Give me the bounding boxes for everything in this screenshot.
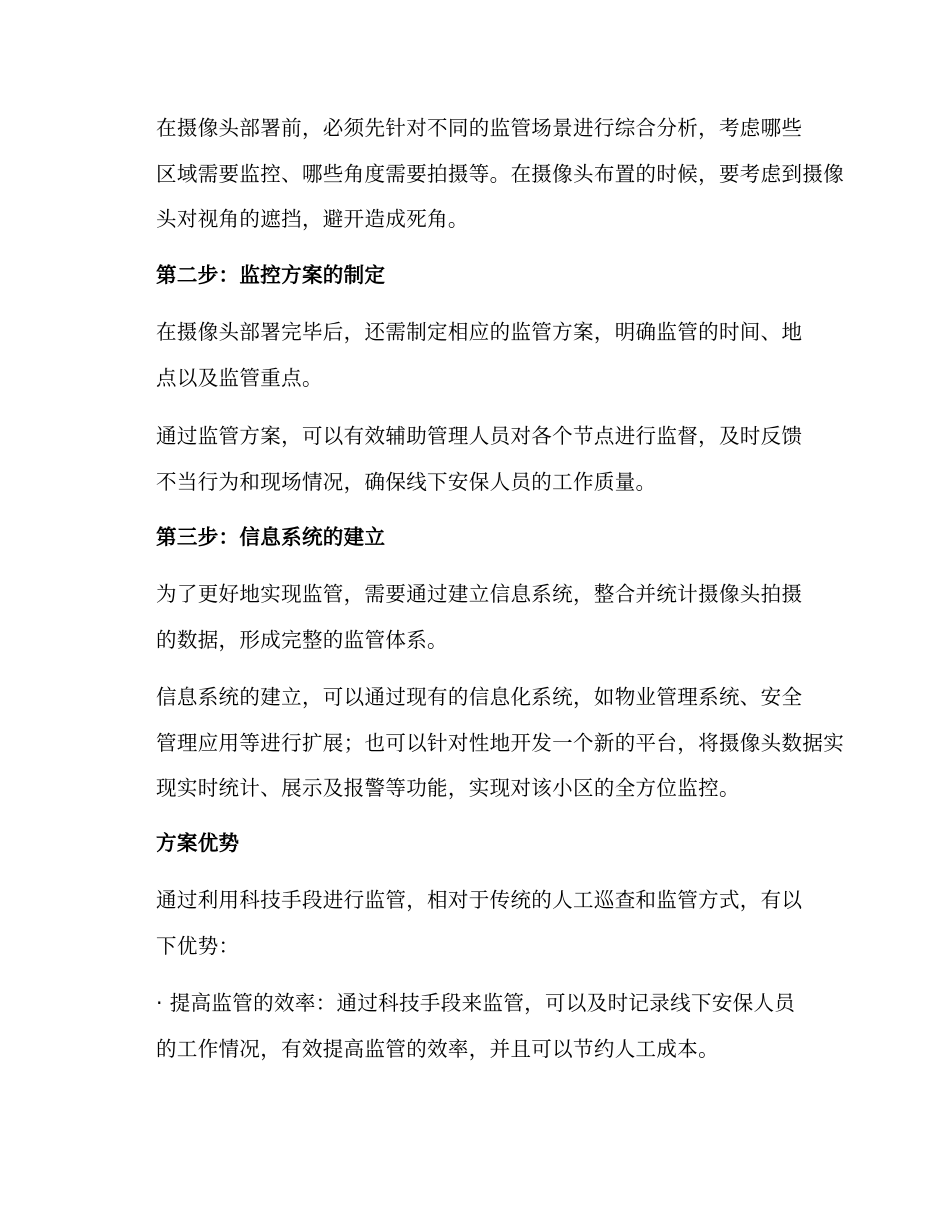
text-line: 点以及监管重点。 <box>156 365 323 390</box>
text-line: 头对视角的遮挡，避开造成死角。 <box>156 207 469 231</box>
text-line: 管理应用等进行扩展；也可以针对性地开发一个新的平台，将摄像头数据实 <box>156 730 845 755</box>
paragraph-info-system <box>112 572 832 663</box>
paragraph-monitoring-plan <box>112 310 832 401</box>
bullet-efficiency <box>112 981 832 1072</box>
text-line: 的数据，形成完整的监管体系。 <box>156 627 448 652</box>
paragraph-system-options <box>112 675 845 812</box>
text-line: 现实时统计、展示及报警等功能，实现对该小区的全方位监控。 <box>156 776 740 800</box>
heading-text: 第二步：监控方案的制定 <box>156 263 386 287</box>
heading-advantages <box>112 821 832 867</box>
heading-text: 第三步：信息系统的建立 <box>156 525 386 549</box>
text-line: 不当行为和现场情况，确保线下安保人员的工作质量。 <box>156 469 657 494</box>
paragraph-plan-benefits <box>112 414 832 505</box>
text-line: 在摄像头部署完毕后，还需制定相应的监管方案，明确监管的时间、地 <box>156 320 803 344</box>
heading-step-three <box>112 515 832 561</box>
text-line: 的工作情况，有效提高监管的效率，并且可以节约人工成本。 <box>156 1036 719 1061</box>
text-line: 下优势： <box>156 933 240 958</box>
text-line: 通过监管方案，可以有效辅助管理人员对各个节点进行监督，及时反馈 <box>156 424 803 448</box>
paragraph-camera-deployment <box>112 106 845 243</box>
heading-step-two <box>112 253 832 299</box>
paragraph-advantages-intro <box>112 878 832 969</box>
text-line: 在摄像头部署前，必须先针对不同的监管场景进行综合分析，考虑哪些 <box>156 116 803 140</box>
text-line: 通过利用科技手段进行监管，相对于传统的人工巡查和监管方式，有以 <box>156 888 803 912</box>
text-line: 为了更好地实现监管，需要通过建立信息系统，整合并统计摄像头拍摄 <box>156 582 803 606</box>
text-line: · 提高监管的效率：通过科技手段来监管，可以及时记录线下安保人员 <box>156 991 796 1015</box>
text-line: 信息系统的建立，可以通过现有的信息化系统，如物业管理系统、安全 <box>156 685 803 709</box>
heading-text: 方案优势 <box>156 831 240 855</box>
text-line: 区域需要监控、哪些角度需要拍摄等。在摄像头布置的时候，要考虑到摄像 <box>156 161 845 186</box>
